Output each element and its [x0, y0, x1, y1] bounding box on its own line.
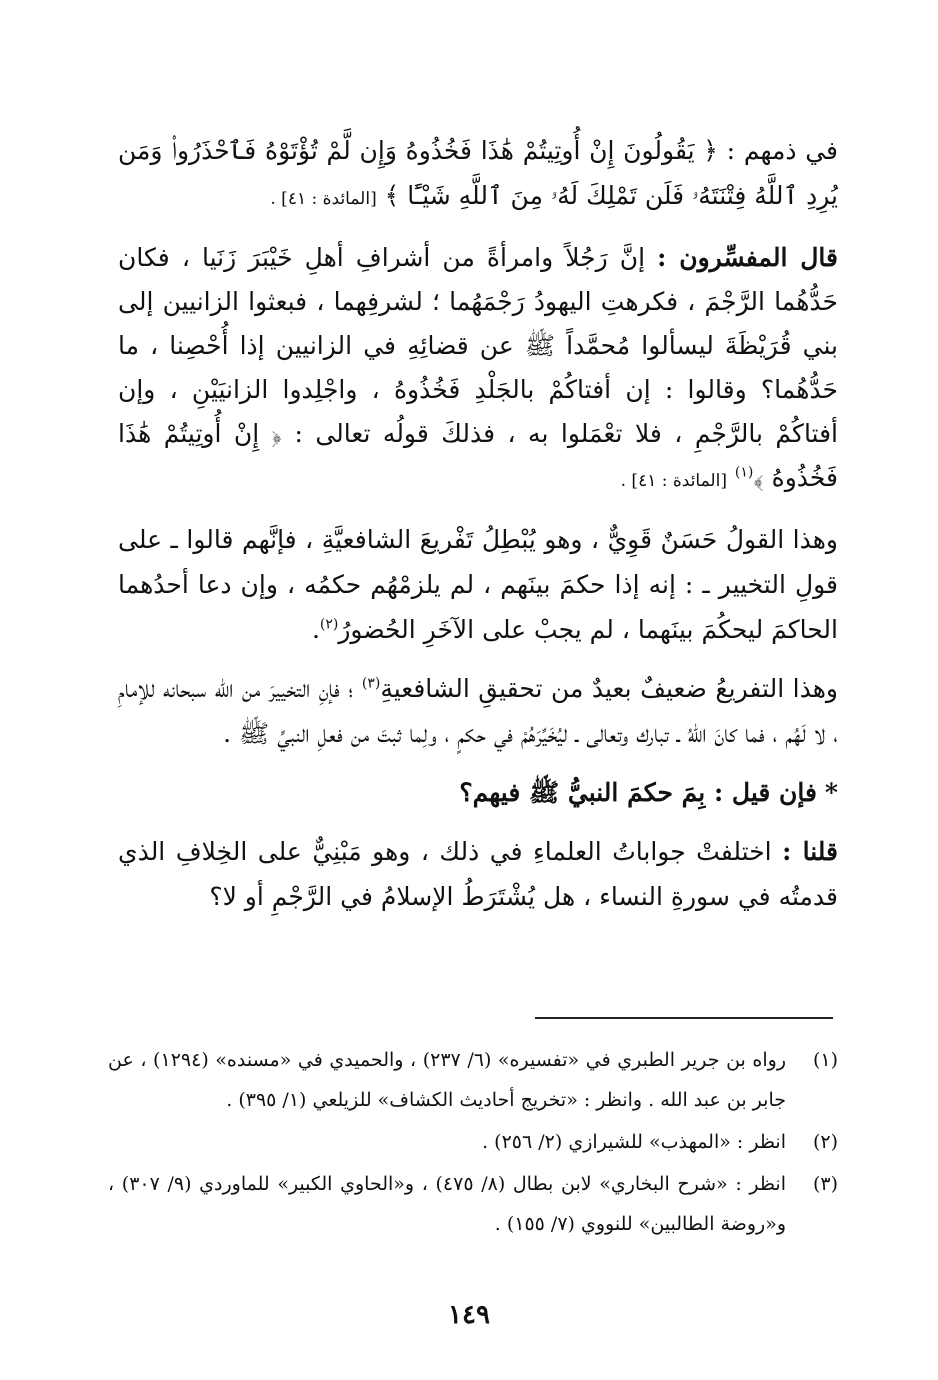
paragraph-3-end: . — [311, 615, 320, 644]
footnote-number: (٣) — [812, 1173, 838, 1195]
footnote-text: رواه بن جرير الطبري في «تفسيره» (٦/ ٢٣٧) ، والحميدي في «مسنده» (١٢٩٤) ، عن جابر بن عبد الله . وانظر : «تخريج أحاديث الكشاف» للزيلعي (١/ ٣٩٥) . — [108, 1049, 786, 1111]
footnote-3 — [108, 1164, 838, 1244]
paragraph-1-intro: في ذمهم : — [726, 136, 839, 165]
footnote-marker-1: (١) — [734, 464, 754, 481]
paragraph-2-text: إنَّ رَجُلاً وامرأةً من أشرافِ أهلِ خَيْبَرَ زَنَيا ، فكان حَدُّهُما الرَّجْمَ ، فكرهتِ اليهودُ رَجْمَهُما ؛ لشرفِهما ، فبعثوا الزانيين إلى بني قُرَيْظَةَ ليسألوا مُحمَّداً ﷺ عن قضائِهِ في الزانيين إذا أُحْصِنا ، ما حَدُّهُما؟ وقالوا : إن أفتاكُمْ بالجَلْدِ فَخُذُوهُ ، واجْلِدوا الزانيَيْنِ ، وإن أفتاكُمْ بالرَّجْمِ ، فلا تعْمَلوا به ، فذلكَ قولُه تعالى : — [118, 243, 838, 448]
paragraph-1 — [118, 128, 838, 222]
paragraph-6-lead: قلنا : — [782, 837, 839, 866]
footnote-divider — [535, 1017, 833, 1019]
page-number: ١٤٩ — [448, 1300, 490, 1330]
footnote-1 — [108, 1040, 838, 1120]
footnotes — [108, 1040, 838, 1246]
footnote-marker-3: (٣) — [361, 675, 381, 692]
verse-reference-1: [المائدة : ٤١] . — [270, 189, 377, 209]
footnote-text: انظر : «شرح البخاري» لابن بطال (٨/ ٤٧٥) ، و«الحاوي الكبير» للماوردي (٩/ ٣٠٧) ، و«روضة الطالبين» للنووي (٧/ ١٥٥) . — [108, 1173, 786, 1235]
question-text: فإن قيل : بِمَ حكمَ النبيُّ ﷺ فيهم؟ — [459, 778, 817, 807]
verse-reference-2: [المائدة : ٤١] . — [620, 471, 727, 491]
paragraph-2-lead: قال المفسِّرون : — [657, 243, 838, 272]
quran-verse-2: ﴿ إِنْ أُوتِيتُمْ هَٰذَا فَخُذُوهُ ﴾ — [118, 419, 838, 492]
footnote-2 — [108, 1122, 838, 1162]
question-heading — [118, 770, 838, 815]
main-text — [118, 128, 838, 933]
paragraph-3-text: وهذا القولُ حَسَنٌ قَوِيٌّ ، وهو يُبْطِلُ تَفْريعَ الشافعيَّةِ ، فإنَّهم قالوا ـ على قولِ التخيير ـ : إنه إذا حكمَ بينَهم ، لم يلزمْهُم حكمُه ، وإن دعا أحدُهما الحاكمَ ليحكُمَ بينَهما ، لم يجبْ على الآخَرِ الحُضورُ — [118, 525, 838, 644]
paragraph-2 — [118, 236, 838, 503]
paragraph-4-text-a: وهذا التفريعُ ضعيفٌ بعيدٌ من تحقيقِ الشافعيةِ — [380, 674, 838, 703]
paragraph-4-text-b: ؛ فإنِ التخييرَ من الله سبحانه للإمامِ ، لا لَهُم ، فما كانَ اللهُ ـ تبارك وتعالى ـ ليُخَيِّرَهُمْ في حكمٍ ، ولِما ثبتَ من فعلِ النبيِّ ﷺ . — [118, 674, 838, 748]
footnote-text: انظر : «المهذب» للشيرازي (٢/ ٢٥٦) . — [482, 1131, 786, 1153]
paragraph-6 — [118, 829, 838, 919]
paragraph-4 — [118, 666, 838, 756]
footnote-number: (١) — [812, 1049, 838, 1071]
footnote-number: (٢) — [812, 1131, 838, 1153]
star-icon: * — [824, 778, 838, 807]
paragraph-6-text: اختلفتْ جواباتُ العلماءِ في ذلك ، وهو مَبْنِيٌّ على الخِلافِ الذي قدمتُه في سورةِ النساء ، هل يُشْتَرَطُ الإسلامُ في الرَّجْمِ أو لا؟ — [118, 837, 838, 911]
quran-verse-1: ﴿ يَقُولُونَ إِنْ أُوتِيتُمْ هَٰذَا فَخُذُوهُ وَإِن لَّمْ تُؤْتَوْهُ فَٱحْذَرُوا۟ وَمَن يُرِدِ ٱللَّهُ فِتْنَتَهُۥ فَلَن تَمْلِكَ لَهُۥ مِنَ ٱللَّهِ شَيْـًٔا ﴾ — [118, 136, 838, 210]
footnote-marker-2: (٢) — [319, 616, 339, 633]
paragraph-3 — [118, 517, 838, 652]
